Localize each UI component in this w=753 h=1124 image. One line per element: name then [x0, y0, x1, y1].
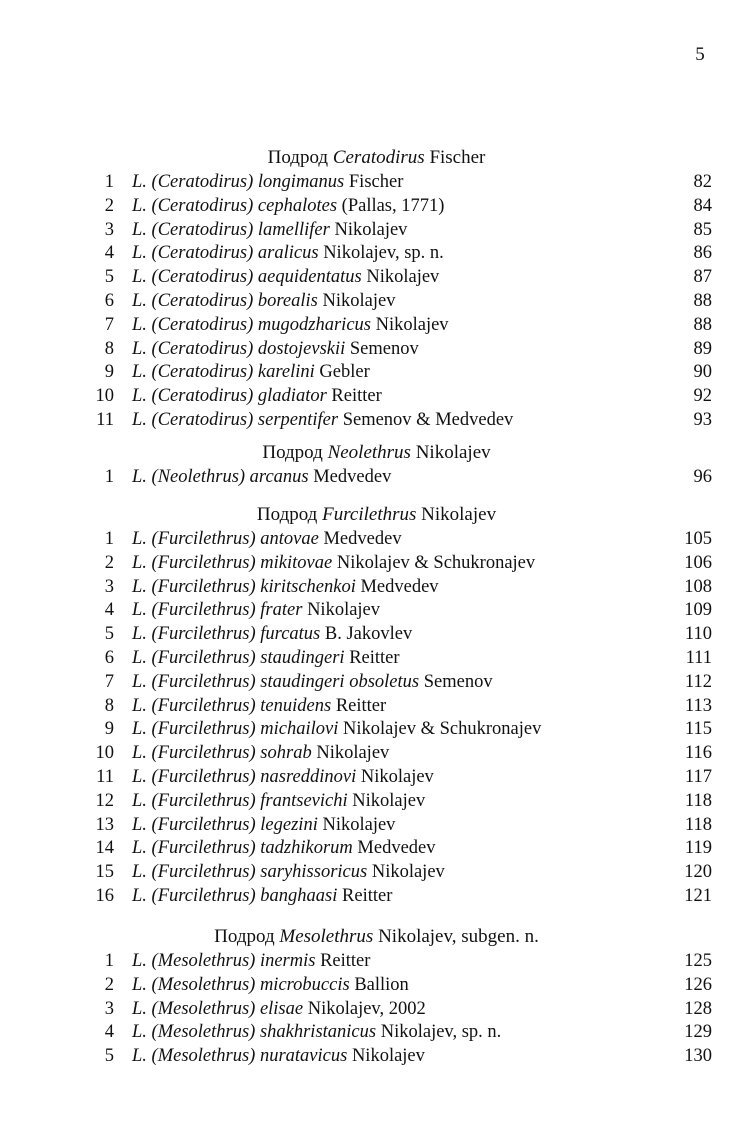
toc-entry [0, 670, 753, 694]
entry-title [132, 170, 403, 194]
entry-title [132, 670, 493, 694]
entry-page: 106 [684, 552, 712, 573]
entry-page: 129 [684, 1022, 712, 1043]
entry-number: 5 [104, 624, 114, 645]
toc-entry [0, 241, 753, 265]
toc-entry [0, 337, 753, 361]
taxon-name: L. (Furcilethrus) furcatus [132, 624, 321, 645]
entry-page: 82 [693, 172, 712, 192]
entry-title [132, 949, 370, 973]
entry-number: 1 [104, 467, 114, 487]
subgenus-prefix: Подрод [262, 442, 328, 463]
subgenus-author: Nikolajev [416, 504, 497, 525]
toc-entry [0, 789, 753, 813]
entry-page: 85 [693, 219, 712, 240]
taxon-author: Nikolajev, sp. n. [376, 1022, 502, 1043]
toc-entry [0, 694, 753, 718]
entry-number: 3 [104, 998, 114, 1019]
toc-entry [0, 384, 753, 408]
taxon-name: L. (Furcilethrus) michailovi [132, 719, 339, 740]
subgenus-prefix: Подрод [267, 147, 333, 168]
entry-title [132, 717, 541, 741]
entry-title [132, 997, 426, 1021]
taxon-author: Nikolajev, sp. n. [318, 243, 444, 264]
entry-page: 121 [684, 886, 712, 906]
toc-entry [0, 598, 753, 622]
subgenus-author: Nikolajev [410, 442, 491, 463]
taxon-name: L. (Furcilethrus) antovae [132, 529, 319, 549]
taxon-author: Nikolajev, 2002 [303, 998, 426, 1019]
taxon-author: Nikolajev & Schukronajev [338, 719, 542, 740]
taxon-author: Nikolajev & Schukronajev [332, 552, 536, 573]
taxon-author: Semenov & Medvedev [338, 410, 514, 430]
entry-title [132, 1044, 425, 1068]
entry-number: 4 [104, 600, 114, 621]
taxon-author: Reitter [331, 695, 387, 716]
entry-page: 113 [684, 695, 712, 716]
taxon-author: Fischer [344, 172, 404, 192]
taxon-author: Medvedev [355, 576, 439, 597]
entry-page: 118 [684, 814, 712, 835]
taxon-name: L. (Ceratodirus) aequidentatus [132, 267, 362, 288]
toc-entry [0, 622, 753, 646]
entry-number: 14 [95, 838, 114, 859]
toc-entry [0, 646, 753, 670]
entry-title [132, 973, 409, 997]
entry-number: 8 [104, 695, 114, 716]
taxon-name: L. (Ceratodirus) serpentifer [132, 410, 339, 430]
taxon-author: Medvedev [308, 467, 392, 487]
entry-title [132, 575, 439, 599]
toc-entry [0, 551, 753, 575]
entry-page: 116 [684, 743, 712, 764]
subgenus-name: Ceratodirus [332, 147, 425, 168]
toc-entry [0, 313, 753, 337]
taxon-author: Reitter [326, 386, 382, 407]
taxon-name: L. (Mesolethrus) inermis [132, 951, 316, 971]
entry-number: 6 [104, 291, 114, 311]
entry-page: 115 [684, 719, 712, 740]
taxon-author: Reitter [337, 886, 393, 906]
entry-title [132, 551, 535, 575]
entry-number: 10 [95, 386, 114, 407]
toc-entry [0, 717, 753, 741]
taxon-author: Nikolajev [361, 267, 440, 288]
taxon-name: L. (Ceratodirus) gladiator [132, 386, 327, 407]
entry-number: 9 [104, 362, 114, 383]
toc-entry [0, 194, 753, 218]
entry-number: 4 [104, 243, 114, 264]
entry-number: 2 [104, 552, 114, 573]
entry-page: 126 [684, 974, 712, 995]
entry-number: 7 [104, 671, 114, 692]
entry-page: 108 [684, 576, 712, 597]
entry-page: 128 [684, 998, 712, 1019]
page-number: 5 [695, 44, 705, 65]
entry-number: 9 [104, 719, 114, 740]
taxon-name: L. (Furcilethrus) frater [132, 600, 303, 621]
taxon-author: Medvedev [318, 529, 402, 549]
entry-number: 7 [104, 314, 114, 335]
entry-number: 1 [104, 529, 114, 549]
entry-title [132, 765, 434, 789]
taxon-name: L. (Furcilethrus) kiritschenkoi [132, 576, 356, 597]
entry-number: 16 [95, 886, 114, 906]
entry-page: 88 [693, 314, 712, 335]
entry-page: 110 [684, 624, 712, 645]
toc-entry [0, 408, 753, 432]
taxon-author: Gebler [314, 362, 370, 383]
taxon-author: Reitter [344, 648, 400, 668]
toc-entry [0, 836, 753, 860]
taxon-author: Nikolajev [311, 743, 390, 764]
entry-number: 15 [95, 862, 114, 883]
entry-number: 8 [104, 338, 114, 359]
taxon-name: L. (Furcilethrus) mikitovae [132, 552, 333, 573]
entry-title [132, 465, 391, 489]
toc-entry [0, 1044, 753, 1068]
taxon-author: Nikolajev [347, 790, 426, 811]
entry-number: 11 [96, 410, 114, 430]
toc-entry [0, 1020, 753, 1044]
entry-number: 3 [104, 576, 114, 597]
entry-title [132, 408, 513, 432]
entry-title [132, 218, 407, 242]
toc-entry [0, 218, 753, 242]
subgenus-heading [0, 146, 753, 170]
taxon-author: Nikolajev [317, 291, 396, 311]
entry-page: 109 [684, 600, 712, 621]
entry-number: 2 [104, 195, 114, 216]
taxon-author: Semenov [345, 338, 419, 359]
entry-number: 11 [96, 767, 114, 787]
entry-page: 93 [693, 410, 712, 430]
taxon-author: (Pallas, 1771) [337, 195, 445, 216]
taxon-name: L. (Ceratodirus) borealis [132, 291, 318, 311]
entry-page: 125 [684, 951, 712, 971]
taxon-name: L. (Furcilethrus) staudingeri obsoletus [132, 671, 420, 692]
toc-entry [0, 997, 753, 1021]
entry-title [132, 813, 395, 837]
entry-number: 5 [104, 267, 114, 288]
taxon-name: L. (Mesolethrus) shakhristanicus [132, 1022, 377, 1043]
entry-title [132, 384, 382, 408]
entry-page: 88 [693, 291, 712, 311]
entry-title [132, 1020, 501, 1044]
taxon-author: Nikolajev [367, 862, 445, 883]
entry-title [132, 622, 412, 646]
taxon-name: L. (Furcilethrus) frantsevichi [132, 790, 348, 811]
subgenus-name: Mesolethrus [279, 926, 374, 947]
taxon-author: Ballion [349, 974, 409, 995]
taxon-author: Nikolajev [370, 314, 449, 335]
entry-number: 4 [104, 1022, 114, 1043]
toc-entry [0, 575, 753, 599]
entry-page: 92 [693, 386, 712, 407]
entry-page: 119 [684, 838, 712, 859]
subgenus-name: Neolethrus [327, 442, 411, 463]
entry-number: 3 [104, 219, 114, 240]
taxon-name: L. (Furcilethrus) banghaasi [132, 886, 338, 906]
taxon-name: L. (Ceratodirus) aralicus [132, 243, 319, 264]
toc-entry [0, 973, 753, 997]
entry-number: 12 [95, 790, 114, 811]
subgenus-heading [0, 925, 753, 949]
taxon-name: L. (Ceratodirus) cephalotes [132, 195, 338, 216]
entry-number: 10 [95, 743, 114, 764]
taxon-author: Nikolajev [347, 1046, 425, 1067]
entry-number: 6 [104, 648, 114, 668]
entry-number: 2 [104, 974, 114, 995]
subgenus-prefix: Подрод [256, 504, 323, 525]
entry-number: 5 [104, 1046, 114, 1067]
entry-title [132, 598, 380, 622]
subgenus-heading [0, 503, 753, 527]
subgenus-author: Fischer [424, 147, 486, 168]
entry-page: 117 [684, 767, 712, 787]
toc-entry [0, 527, 753, 551]
entry-page: 89 [693, 338, 712, 359]
entry-page: 130 [684, 1046, 712, 1067]
entry-title [132, 694, 386, 718]
entry-number: 1 [104, 172, 114, 192]
taxon-name: L. (Furcilethrus) nasreddinovi [132, 767, 357, 787]
taxon-name: L. (Neolethrus) arcanus [132, 467, 309, 487]
entry-page: 84 [693, 195, 712, 216]
taxon-name: L. (Ceratodirus) karelini [132, 362, 315, 383]
entry-title [132, 194, 444, 218]
taxon-author: Semenov [419, 671, 493, 692]
toc-entry [0, 860, 753, 884]
taxon-name: L. (Mesolethrus) elisae [132, 998, 304, 1019]
subgenus-heading [0, 441, 753, 465]
entry-page: 118 [684, 790, 712, 811]
entry-title [132, 527, 402, 551]
taxon-name: L. (Ceratodirus) mugodzharicus [132, 314, 371, 335]
taxon-name: L. (Furcilethrus) sohrab [132, 743, 312, 764]
entry-title [132, 741, 389, 765]
subgenus-prefix: Подрод [214, 926, 280, 947]
taxon-name: L. (Furcilethrus) saryhissoricus [132, 862, 368, 883]
entry-title [132, 337, 419, 361]
toc-entry [0, 265, 753, 289]
toc-entry [0, 765, 753, 789]
taxon-author: Nikolajev [329, 219, 408, 240]
entry-title [132, 241, 444, 265]
toc-entry [0, 949, 753, 973]
entry-page: 111 [685, 648, 712, 668]
entry-title [132, 789, 425, 813]
entry-page: 87 [693, 267, 712, 288]
subgenus-author: Nikolajev, subgen. n. [373, 926, 539, 947]
toc-entry [0, 884, 753, 908]
entry-title [132, 860, 445, 884]
taxon-name: L. (Ceratodirus) longimanus [132, 172, 345, 192]
entry-page: 86 [693, 243, 712, 264]
taxon-name: L. (Ceratodirus) dostojevskii [132, 338, 346, 359]
toc-entry [0, 465, 753, 489]
entry-page: 112 [684, 671, 712, 692]
taxon-name: L. (Ceratodirus) lamellifer [132, 219, 330, 240]
toc-entry [0, 170, 753, 194]
entry-title [132, 360, 370, 384]
taxon-author: Nikolajev [356, 767, 434, 787]
entry-title [132, 836, 436, 860]
taxon-name: L. (Furcilethrus) staudingeri [132, 648, 345, 668]
entry-title [132, 265, 439, 289]
taxon-author: Nikolajev [302, 600, 381, 621]
taxon-author: Reitter [315, 951, 371, 971]
entry-number: 1 [104, 951, 114, 971]
entry-number: 13 [95, 814, 114, 835]
entry-page: 96 [693, 467, 712, 487]
entry-title [132, 313, 449, 337]
entry-page: 120 [684, 862, 712, 883]
toc-entry [0, 360, 753, 384]
taxon-author: Nikolajev [317, 814, 396, 835]
entry-title [132, 289, 395, 313]
taxon-name: L. (Mesolethrus) nuratavicus [132, 1046, 348, 1067]
taxon-author: B. Jakovlev [320, 624, 413, 645]
taxon-author: Medvedev [352, 838, 436, 859]
entry-title [132, 646, 400, 670]
toc-entry [0, 289, 753, 313]
subgenus-name: Furcilethrus [322, 504, 417, 525]
taxon-name: L. (Furcilethrus) tadzhikorum [132, 838, 353, 859]
entry-page: 90 [693, 362, 712, 383]
toc-entry [0, 741, 753, 765]
entry-title [132, 884, 392, 908]
entry-page: 105 [684, 529, 712, 549]
taxon-name: L. (Mesolethrus) microbuccis [132, 974, 350, 995]
toc-entry [0, 813, 753, 837]
taxon-name: L. (Furcilethrus) legezini [132, 814, 318, 835]
taxon-name: L. (Furcilethrus) tenuidens [132, 695, 332, 716]
